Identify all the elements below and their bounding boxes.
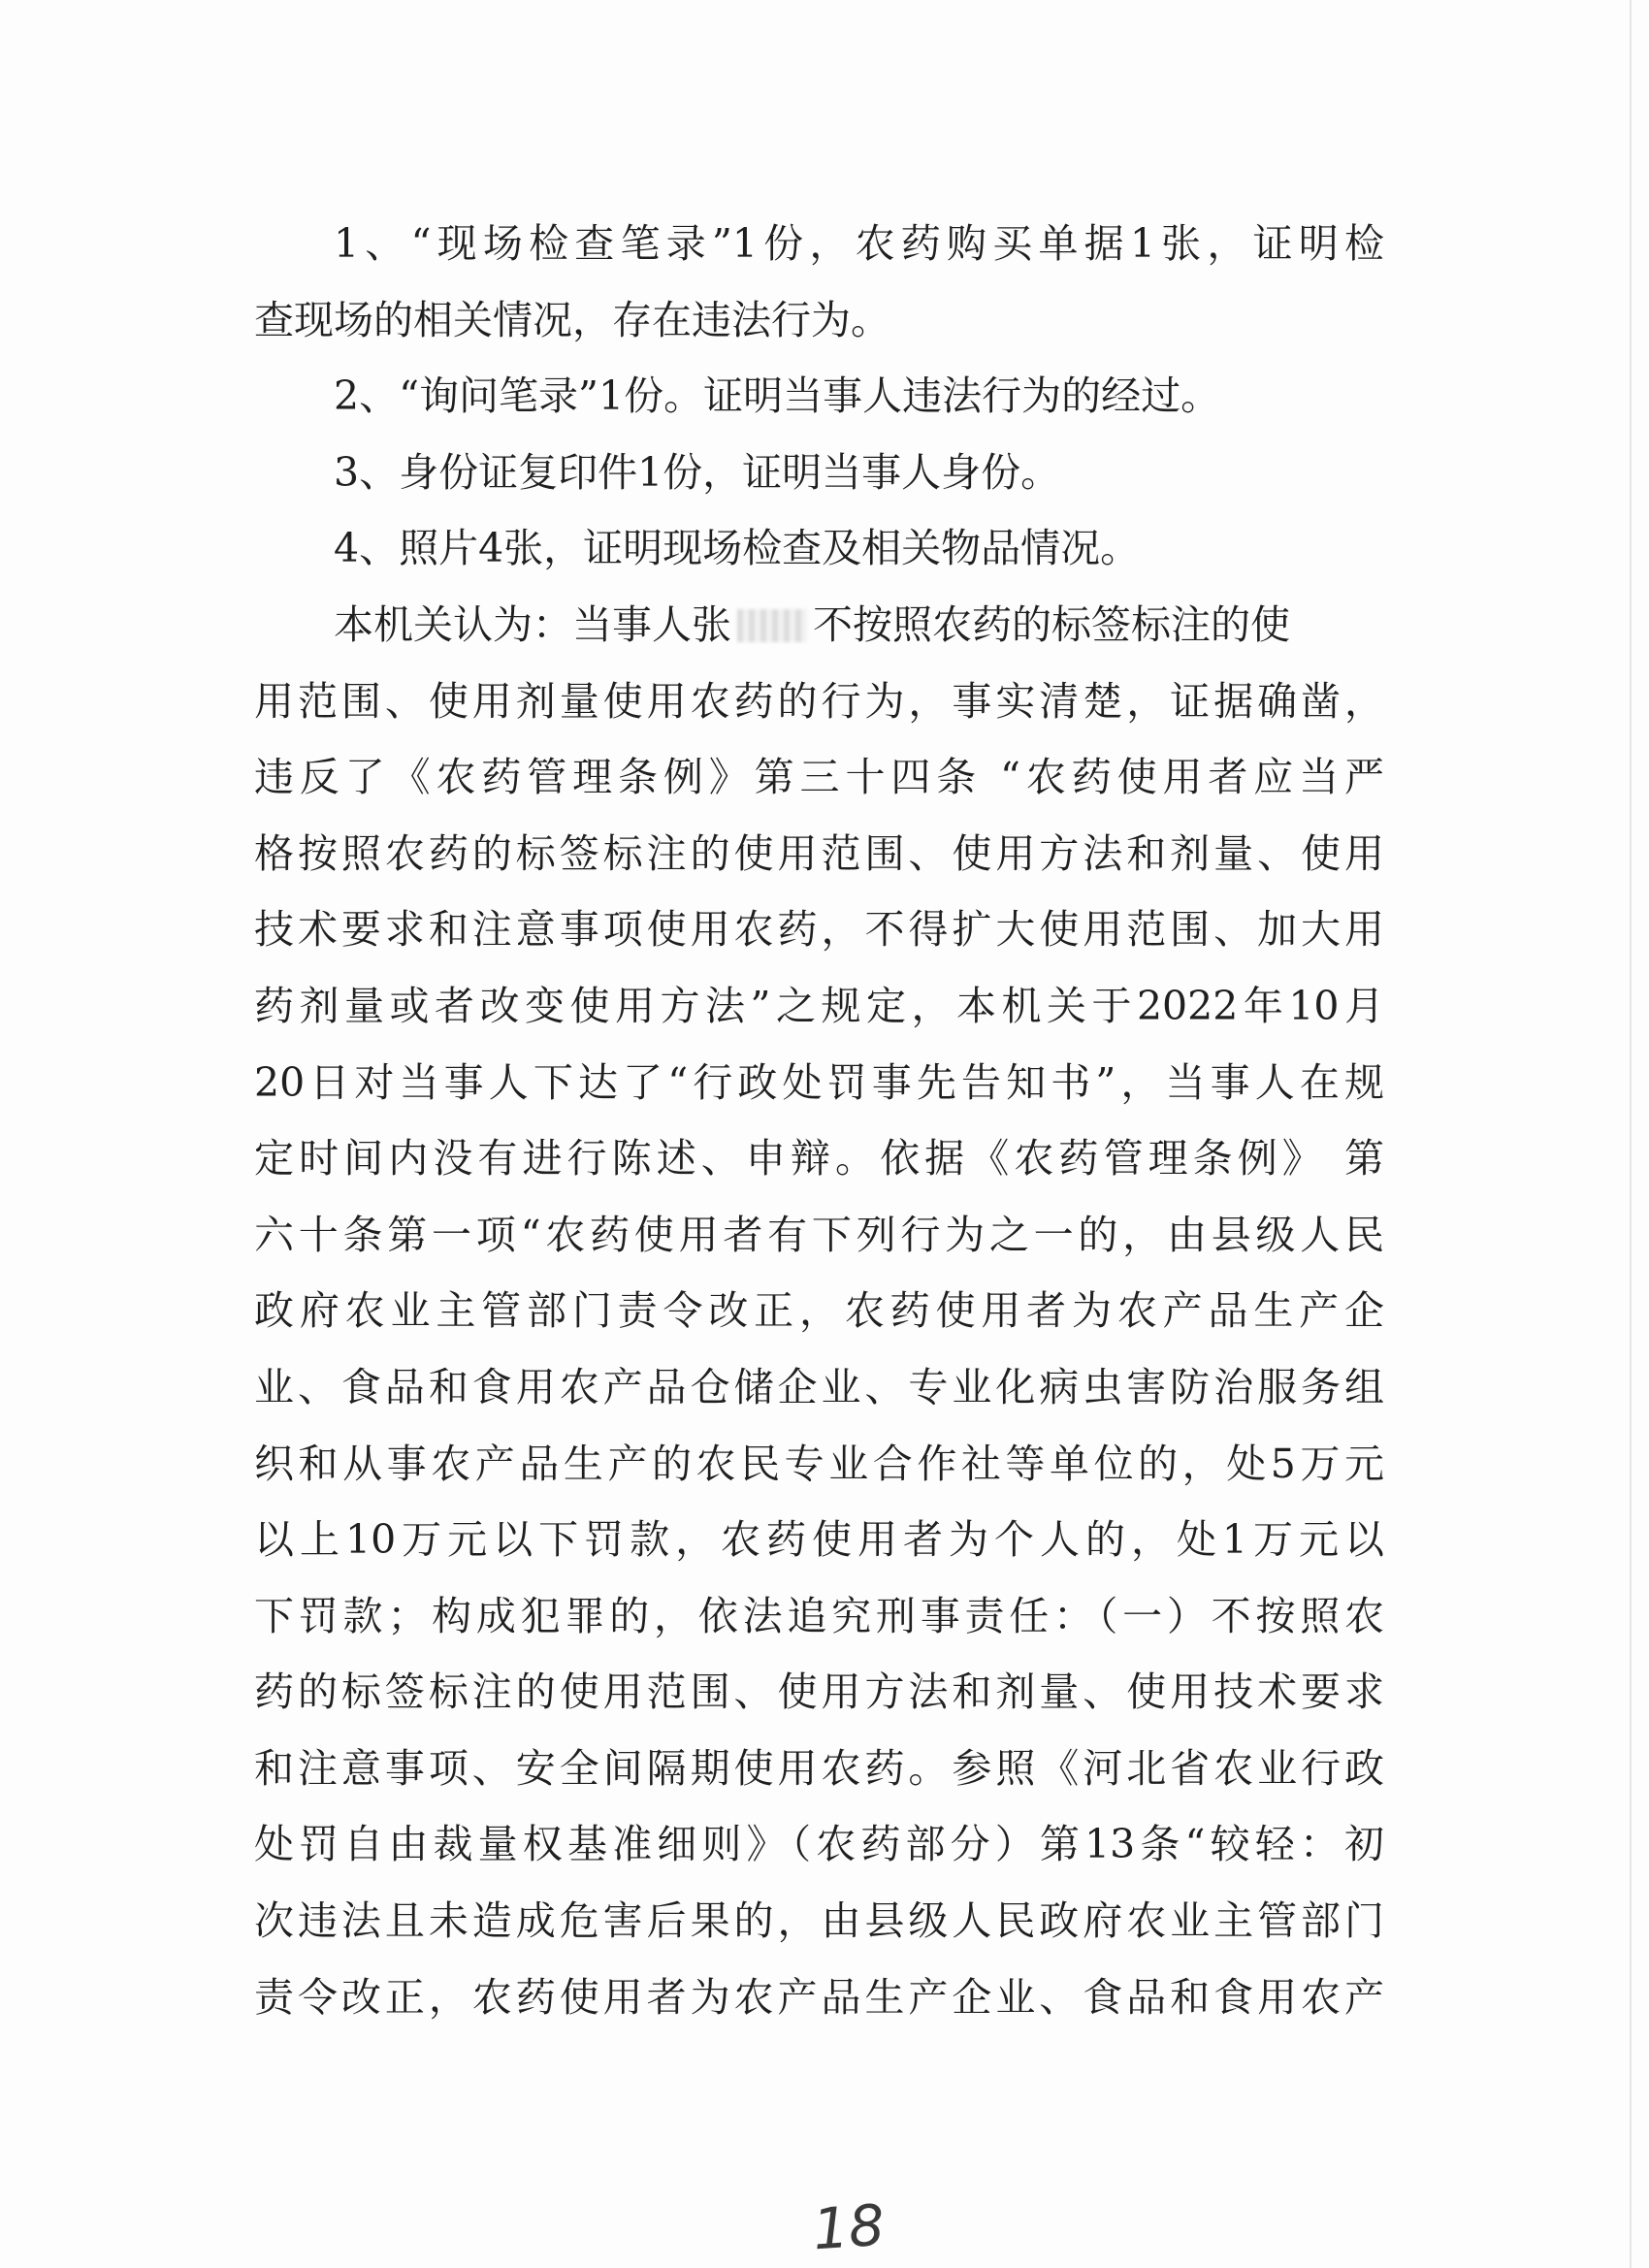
- text-line: 技术要求和注意事项使用农药，不得扩大使用范围、加大用: [254, 906, 1384, 954]
- text-line: 责令改正，农药使用者为农产品生产企业、食品和食用农产: [254, 1973, 1384, 2021]
- document-body: [254, 206, 1384, 2035]
- text-line: 药剂量或者改变使用方法”之规定，本机关于2022年10月: [254, 982, 1384, 1029]
- text-line: 查现场的相关情况，存在违法行为。: [254, 296, 890, 343]
- handwritten-page-number: 18: [810, 2191, 888, 2263]
- text-line: 格按照农药的标签标注的使用范围、使用方法和剂量、使用: [254, 829, 1384, 877]
- text-line-redacted: [254, 587, 1384, 664]
- text-line: 4、照片4张，证明现场检查及相关物品情况。: [334, 525, 1141, 572]
- text-line: 处罚自由裁量权基准细则》（农药部分）第13条“较轻：初: [254, 1821, 1384, 1868]
- text-line: 2、“询问笔录”1份。证明当事人违法行为的经过。: [334, 373, 1221, 420]
- text-segment: 本机关认为：当事人张: [334, 600, 731, 648]
- redacted-name-block: [737, 609, 807, 642]
- text-line: 3、身份证复印件1份，证明当事人身份。: [334, 448, 1061, 496]
- text-line: 20日对当事人下达了“行政处罚事先告知书”，当事人在规: [254, 1058, 1384, 1106]
- text-line: 政府农业主管部门责令改正，农药使用者为农产品生产企: [254, 1287, 1384, 1335]
- text-line: 下罚款；构成犯罪的，依法追究刑事责任：（一）不按照农: [254, 1592, 1384, 1639]
- text-line: 以上10万元以下罚款，农药使用者为个人的，处1万元以: [254, 1516, 1384, 1564]
- text-line: 药的标签标注的使用范围、使用方法和剂量、使用技术要求: [254, 1669, 1384, 1716]
- text-line: 用范围、使用剂量使用农药的行为，事实清楚，证据确凿，: [254, 677, 1384, 725]
- text-line: 织和从事农产品生产的农民专业合作社等单位的，处5万元: [254, 1440, 1384, 1487]
- text-line: 次违法且未造成危害后果的，由县级人民政府农业主管部门: [254, 1897, 1384, 1945]
- text-line: 1、“现场检查笔录”1份，农药购买单据1张，证明检: [334, 220, 1384, 267]
- text-line: 六十条第一项“农药使用者有下列行为之一的，由县级人民: [254, 1211, 1384, 1258]
- text-line: 定时间内没有进行陈述、申辩。依据《农药管理条例》 第: [254, 1135, 1384, 1183]
- text-line: 违反了《农药管理条例》第三十四条 “农药使用者应当严: [254, 754, 1384, 801]
- text-line: 业、食品和食用农产品仓储企业、专业化病虫害防治服务组: [254, 1363, 1384, 1410]
- text-line: 和注意事项、安全间隔期使用农药。参照《河北省农业行政: [254, 1744, 1384, 1792]
- text-segment: 不按照农药的标签标注的使: [813, 600, 1290, 648]
- scan-edge: [1630, 0, 1632, 2268]
